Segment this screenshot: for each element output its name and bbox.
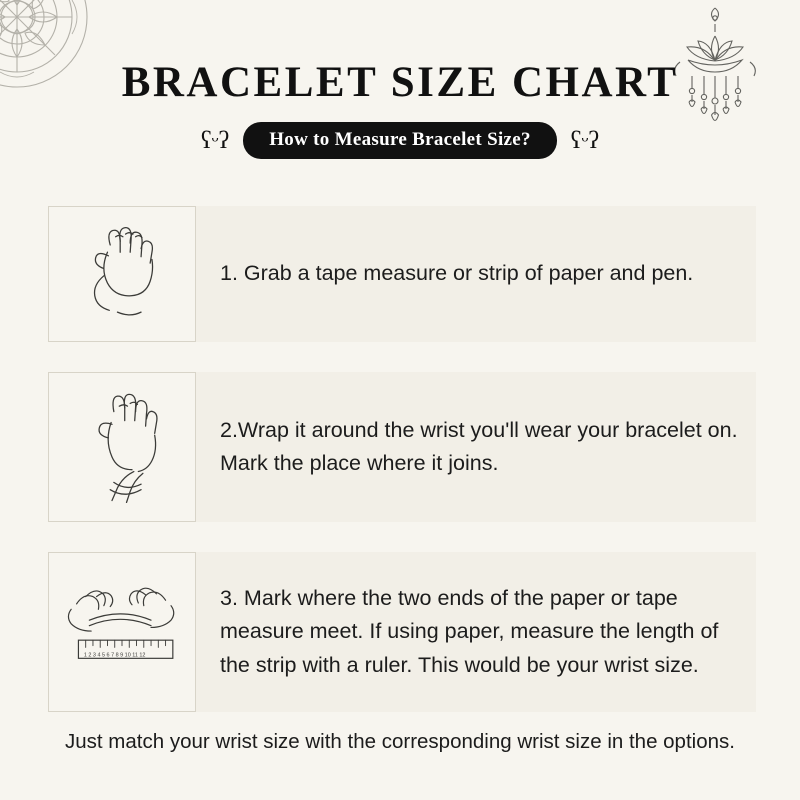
- list-item: [48, 206, 756, 342]
- subtitle-badge: How to Measure Bracelet Size?: [243, 122, 557, 159]
- flourish-left-icon: ʕᵕʔ: [200, 127, 230, 154]
- list-item: [48, 552, 756, 712]
- list-item-label: 3. Mark where the two ends of the paper or tape measure meet. If using paper, measure the length of the strip with a ruler. This would be your wrist size.: [220, 586, 719, 677]
- steps-list: [48, 206, 756, 742]
- list-item: [48, 372, 756, 522]
- ruler-measuring-icon: [48, 552, 196, 712]
- svg-text:1 2 3 4 5 6 7 8 9 10 11 12: 1 2 3 4 5 6 7 8 9 10 11 12: [83, 652, 146, 659]
- footer-note: Just match your wrist size with the corresponding wrist size in the options.: [65, 730, 735, 753]
- hand-with-tape-icon: [48, 206, 196, 342]
- list-item-label: 2.Wrap it around the wrist you'll wear your bracelet on. Mark the place where it joins.: [220, 417, 738, 475]
- list-item-label: 1. Grab a tape measure or strip of paper and pen.: [220, 261, 694, 286]
- hand-wrapping-wrist-icon: [48, 372, 196, 522]
- flourish-right-icon: ʕᵕʔ: [570, 127, 600, 154]
- subtitle-row: [0, 122, 800, 159]
- page-title: BRACELET SIZE CHART: [121, 59, 679, 106]
